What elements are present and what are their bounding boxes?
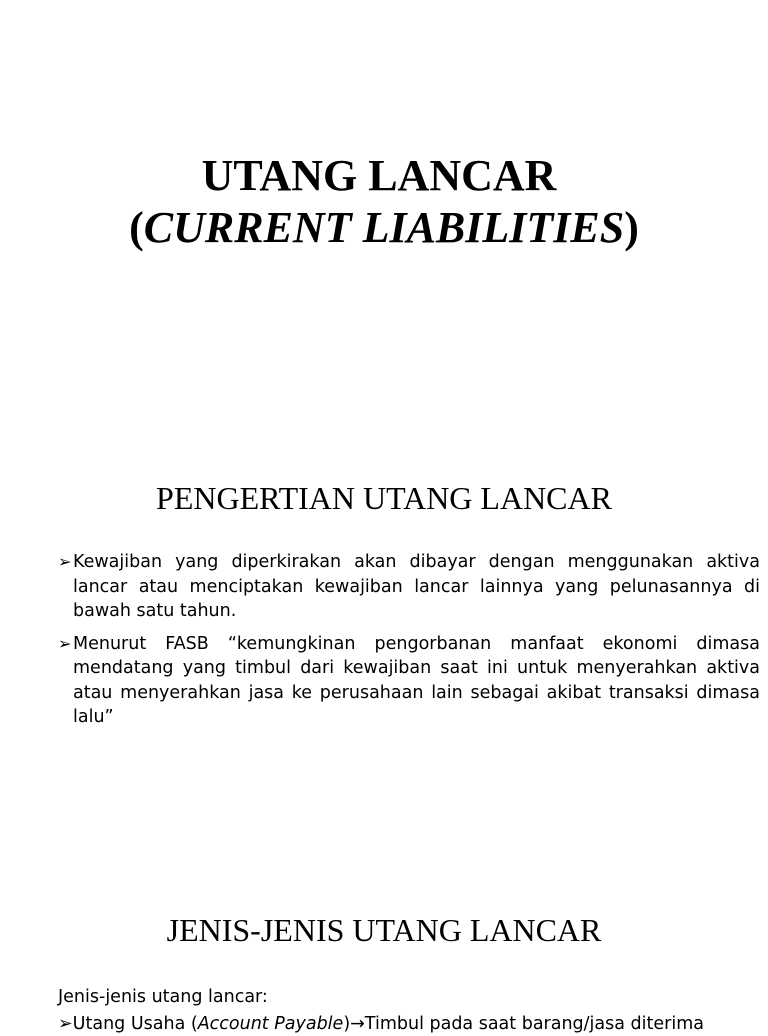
subtitle-close-paren: ) [624, 203, 639, 252]
partial-item-prefix: Utang Usaha ( [72, 1014, 198, 1034]
subtitle-italic-text: CURRENT LIABILITIES [143, 203, 625, 252]
bullet-item [58, 550, 760, 624]
title-main: UTANG LANCAR [201, 151, 557, 200]
heading-pengertian: PENGERTIAN UTANG LANCAR [156, 480, 612, 516]
partial-item-suffix: )→Timbul pada saat barang/jasa diterima [343, 1014, 704, 1034]
arrow-bullet-icon: ➢ [58, 552, 72, 571]
title-subtitle [0, 202, 768, 254]
pengertian-bullet-list [58, 550, 760, 738]
heading-jenis: JENIS-JENIS UTANG LANCAR [166, 912, 602, 948]
partial-bullet-item [58, 1012, 760, 1036]
partial-item-italic: Account Payable [197, 1014, 344, 1034]
jenis-intro-text: Jenis-jenis utang lancar: [58, 987, 268, 1007]
subtitle-open-paren: ( [129, 203, 144, 252]
arrow-bullet-icon: ➢ [58, 1014, 73, 1034]
bullet-item [58, 632, 760, 730]
arrow-bullet-icon: ➢ [58, 633, 72, 653]
bullet-text: Kewajiban yang diperkirakan akan dibayar dengan menggunakan aktiva lancar atau menciptakan kewajiban lancar lainnya yang pelunasannya di bawah satu tahun. [73, 552, 760, 621]
bullet-text: Menurut FASB “kemungkinan pengorbanan manfaat ekonomi dimasa mendatang yang timbul dari kewajiban saat ini untuk menyerahkan aktiva atau menyerahkan jasa ke perusahaan lain sebagai akibat transaksi dimasa lalu” [73, 633, 760, 727]
